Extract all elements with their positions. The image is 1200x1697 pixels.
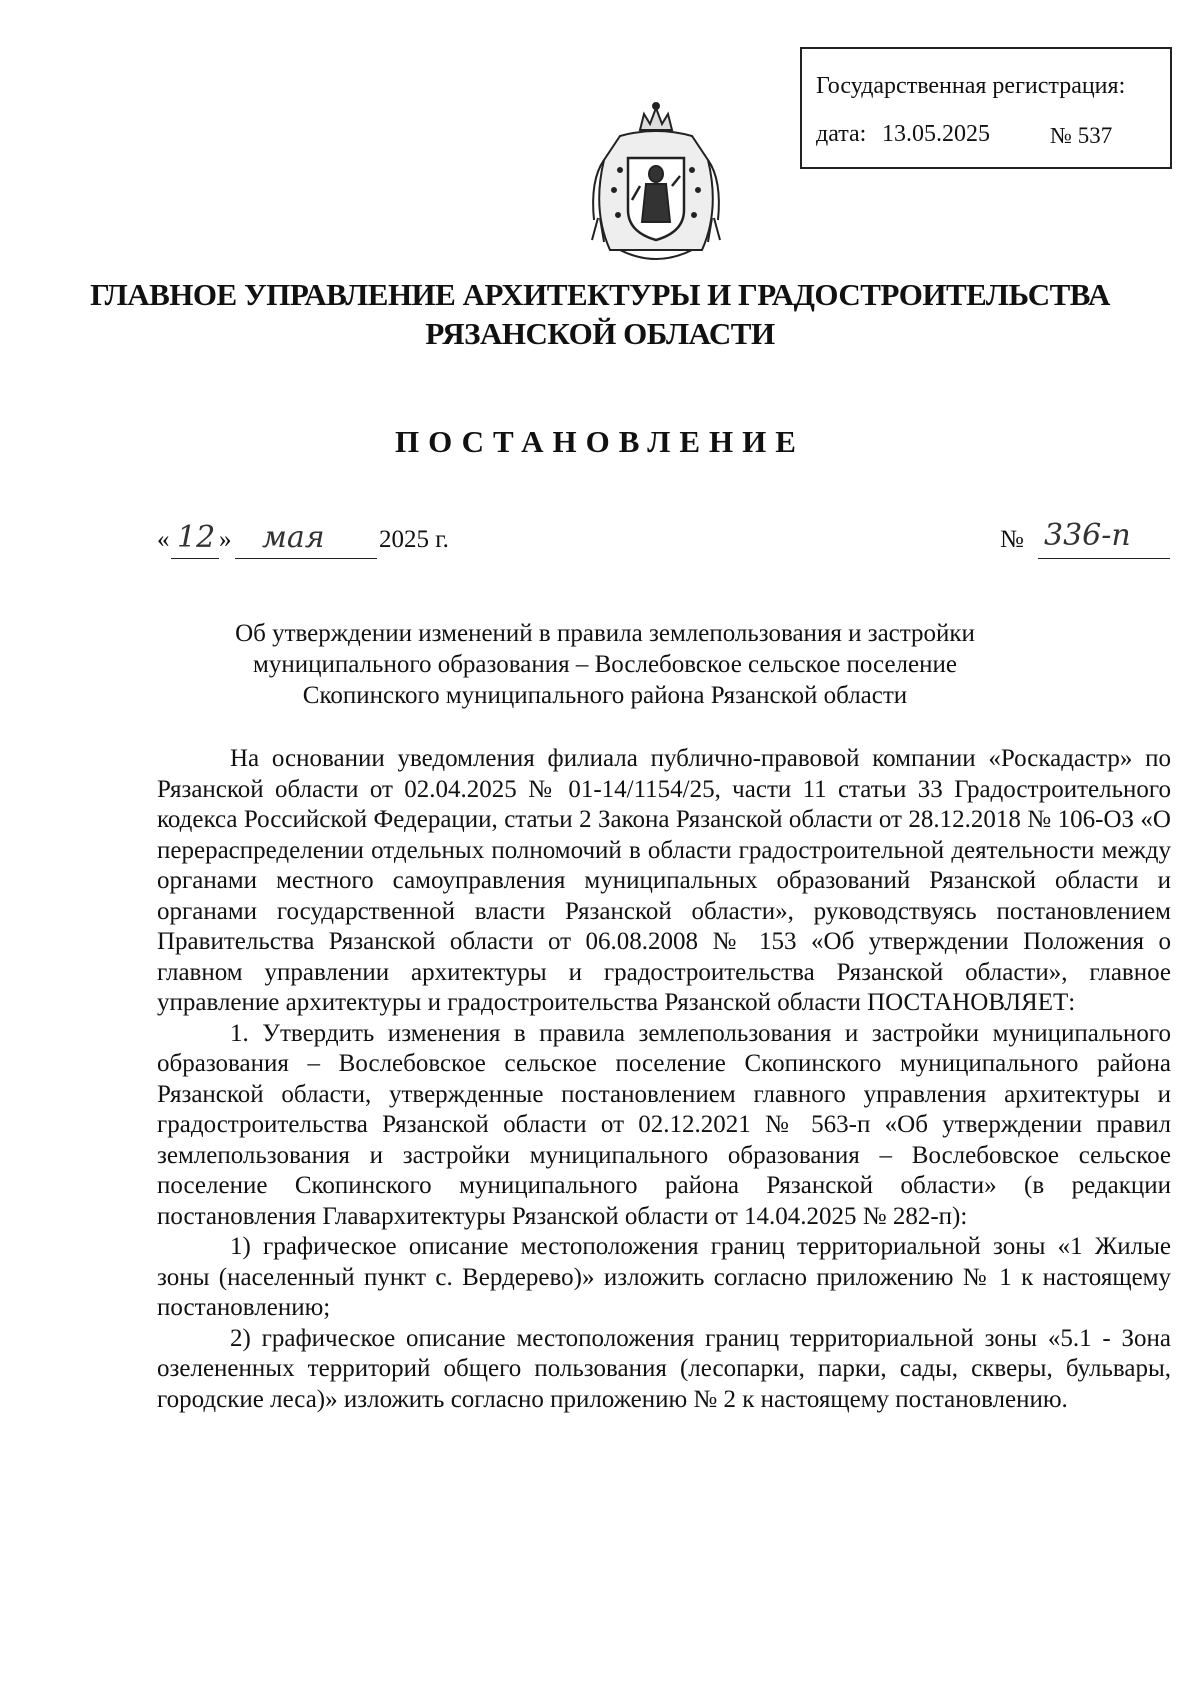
registration-stamp [800,47,1172,169]
registration-date-label: дата: [816,121,867,147]
decree-date [157,520,577,560]
agency-name-line-1: ГЛАВНОЕ УПРАВЛЕНИЕ АРХИТЕКТУРЫ И ГРАДОСТРОИТЕЛЬСТВА [90,277,1110,312]
subject-line-1: Об утверждении изменений в правила землепользования и застройки [235,620,975,647]
registration-date: 13.05.2025 [882,121,990,147]
preamble-paragraph: На основании уведомления филиала публично-правовой компании «Роскадастр» по Рязанской области от 02.04.2025 № 01-14/1154/25, части 11 статьи 33 Градостроительного кодекса Российской Федерации, статьи 2 Закона Рязанской области от 28.12.2018 № 106-ОЗ «О перераспределении отдельных полномочий в области градостроительной деятельности между органами местного самоуправления муниципальных образований Рязанской области и органами государственной власти Рязанской области», руководствуясь постановлением Правительства Рязанской области от 06.08.2008 № 153 «Об утверждении Положения о главном управлении архитектуры и градостроительства Рязанской области», главное управление архитектуры и градостроительства Рязанской области ПОСТАНОВЛЯЕТ: [157,745,1171,1016]
date-close-quote: » [219,526,232,553]
date-day: 12 [177,520,216,555]
subitem-1-paragraph: 1) графическое описание местоположения границ территориальной зоны «1 Жилые зоны (населенный пункт с. Вердерево)» изложить согласно приложению № 1 к настоящему постановлению; [157,1233,1171,1321]
registration-number: № 537 [1050,123,1113,148]
date-day-underline [171,558,219,559]
decree-subject [180,618,1030,711]
decree-body [157,744,1171,1415]
agency-name [0,275,1200,353]
item-1-paragraph: 1. Утвердить изменения в правила землепользования и застройки муниципального образования – Вослебовское сельское поселение Скопинского муниципального района Рязанской области, утвержденные постановлением главного управления архитектуры и градостроительства Рязанской области от 02.12.2021 № 563-п «Об утверждении правил землепользования и застройки муниципального образования – Вослебовское сельское поселение Скопинского муниципального района Рязанской области» (в редакции постановления Главархитектуры Рязанской области от 14.04.2025 № 282-п): [157,1019,1171,1230]
subject-line-3: Скопинского муниципального района Рязанской области [302,682,908,709]
document-type: ПОСТАНОВЛЕНИЕ [395,424,805,459]
coat-of-arms-emblem [580,100,732,272]
subitem-2-paragraph: 2) графическое описание местоположения границ территориальной зоны «5.1 - Зона озелененных территорий общего пользования (лесопарки, парки, сады, скверы, бульвары, городские леса)» изложить согласно приложению № 2 к настоящему постановлению. [157,1324,1171,1413]
date-year: 2025 г. [379,526,449,553]
decree-number-value: 336-п [1044,518,1131,553]
date-month: мая [262,520,325,555]
decree-number-underline [1038,558,1170,559]
decree-number-prefix: № [1000,526,1024,553]
date-open-quote: « [157,526,170,553]
agency-name-line-2: РЯЗАНСКОЙ ОБЛАСТИ [425,316,775,351]
date-month-underline [235,558,377,559]
decree-number [1000,520,1175,560]
subject-line-2: муниципального образования – Вослебовское сельское поселение [253,651,957,678]
registration-title: Государственная регистрация: [816,73,1126,99]
